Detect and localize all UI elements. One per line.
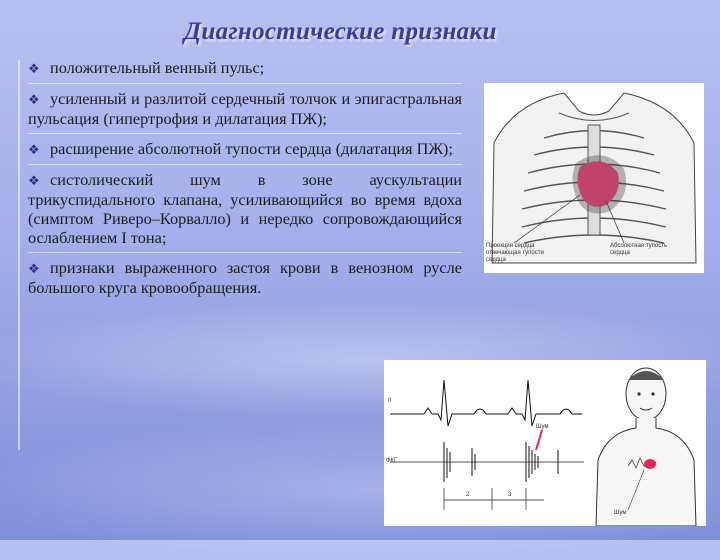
noise-zone-spot [644, 459, 656, 469]
list-item [28, 170, 462, 253]
list-item [28, 58, 462, 84]
noise-label: Шум [536, 424, 549, 430]
list-item [28, 139, 462, 165]
lead-label: II [388, 398, 392, 404]
chest-heart-figure [484, 83, 704, 273]
interval-label: 2 [466, 492, 470, 498]
diamond-bullet-icon: ❖ [28, 92, 40, 107]
list-item [28, 89, 462, 134]
relative-dullness-label: Проекция сердца отвечающая тупости сердца [486, 243, 544, 263]
absolute-dullness-label: Абсолютная тупость сердца [610, 243, 668, 256]
diamond-bullet-icon: ❖ [28, 173, 40, 188]
list-item-text: положительный венный пульс; [50, 58, 265, 77]
slide-title: Диагностические признаки [184, 18, 497, 45]
diamond-bullet-icon: ❖ [28, 61, 40, 76]
list-item [28, 258, 462, 302]
auscultation-figure [588, 360, 706, 526]
ecg-pcg-figure [384, 360, 588, 526]
interval-label: 3 [508, 492, 512, 498]
list-item-text: признаки выраженного застоя крови в венозном русле большого круга кровообращения. [28, 258, 462, 297]
bullet-list [28, 58, 462, 307]
phonocardiogram-trace [384, 360, 588, 526]
list-item-text: усиленный и разлитой сердечный толчок и эпигастральная пульсация (гипертрофия и дилатация ПЖ); [28, 89, 462, 128]
person-illustration [588, 360, 706, 526]
diamond-bullet-icon: ❖ [28, 142, 40, 157]
list-item-text: систолический шум в зоне аускультации трикуспидального клапана, усиливающийся во время вдоха (симптом Риверо–Корвалло) и нередко сопровождающийся ослаблением I тона; [28, 170, 462, 247]
list-item-text: расширение абсолютной тупости сердца (дилатация ПЖ); [50, 139, 453, 158]
left-divider [18, 60, 20, 450]
pcg-label: ФКГ [386, 458, 398, 464]
noise-zone-label: Шум [614, 510, 627, 516]
diamond-bullet-icon: ❖ [28, 261, 40, 276]
